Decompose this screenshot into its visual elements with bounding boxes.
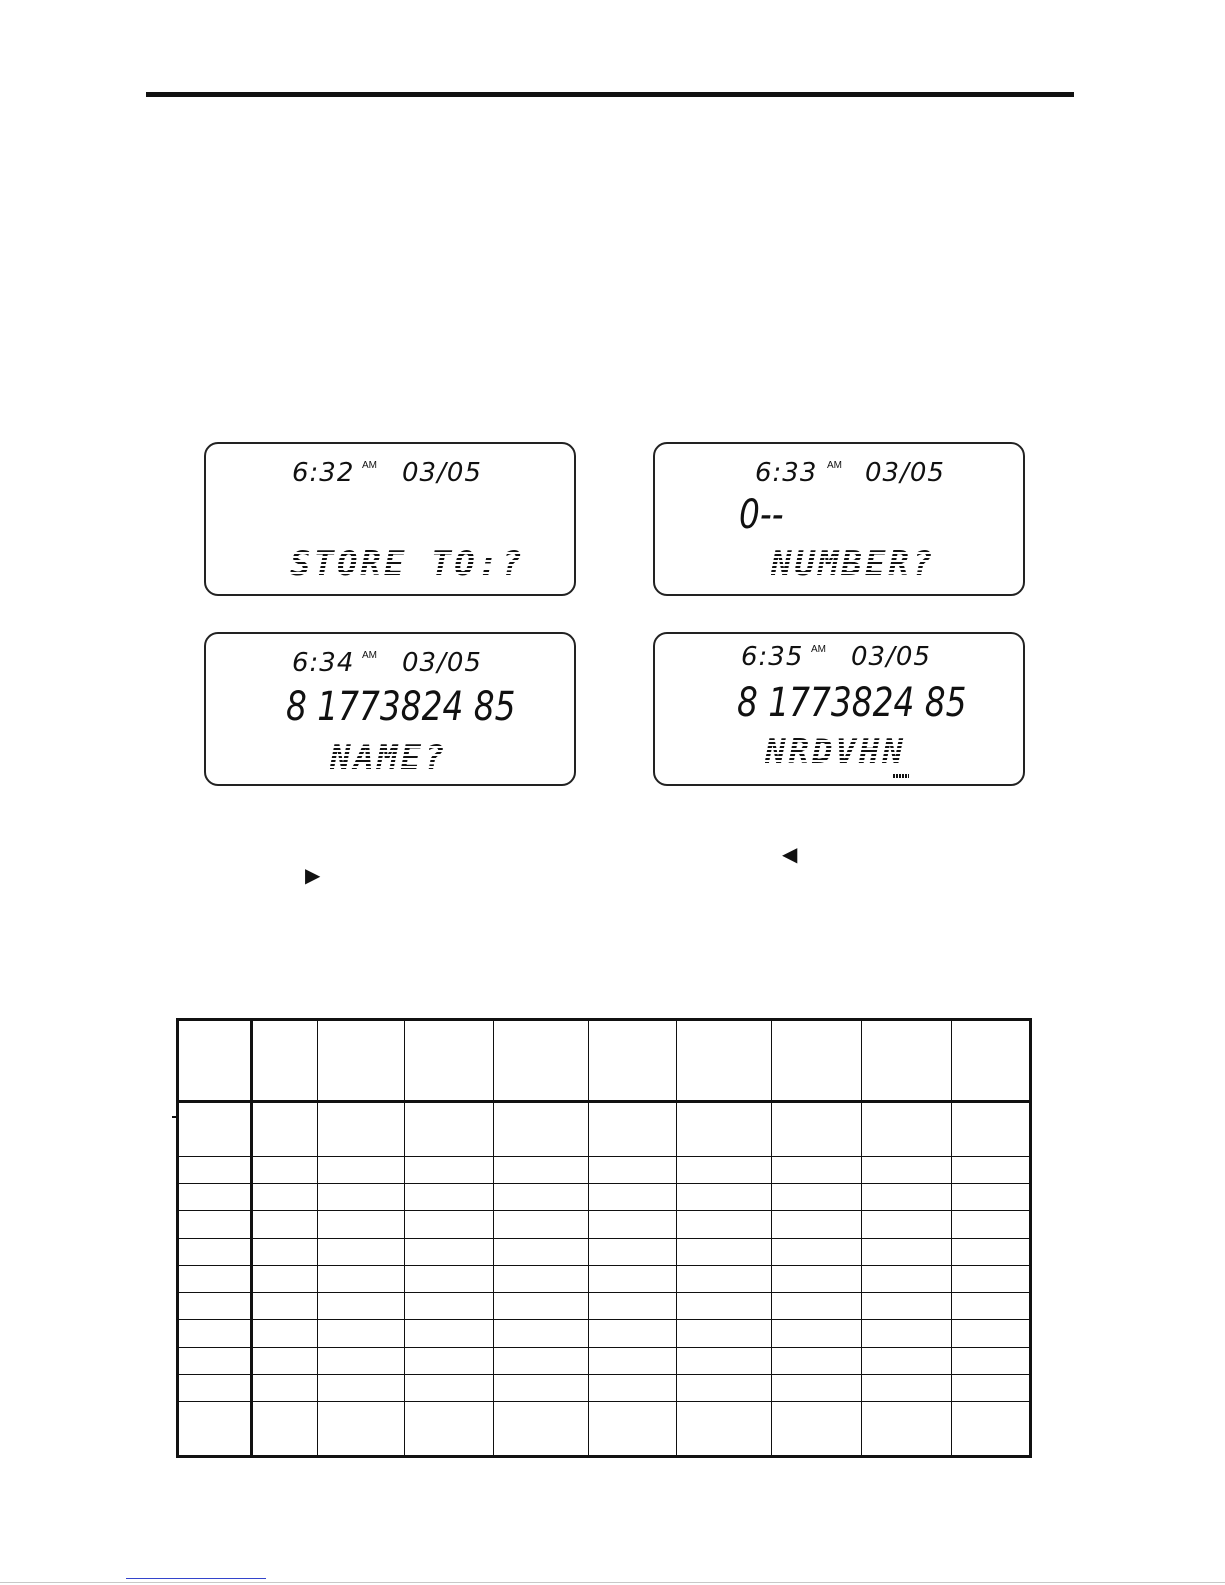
lcd-ampm: AM [811, 644, 826, 655]
table-row [178, 1320, 1031, 1347]
lcd-date: 03/05 [402, 458, 482, 488]
footer-link-underline[interactable] [126, 1578, 266, 1579]
lcd-cursor [893, 774, 909, 778]
lcd-display-4 [653, 632, 1025, 786]
lcd-date: 03/05 [851, 642, 931, 672]
table-row [178, 1375, 1031, 1402]
lcd-display-3 [204, 632, 576, 786]
table-row [178, 1293, 1031, 1320]
lcd-ampm: AM [362, 460, 377, 471]
lcd-prompt: NRDVHN [765, 732, 906, 772]
lcd-date: 03/05 [865, 458, 945, 488]
lcd-time: 6:35 [741, 642, 804, 672]
table-header-row [178, 1020, 1031, 1102]
left-arrow-icon: ◀ [782, 844, 798, 866]
lcd-number: 8 1773824 85 [286, 684, 516, 730]
table-row [178, 1347, 1031, 1374]
lcd-number: 0-- [739, 492, 784, 538]
lcd-prompt: STORE TO:? [290, 544, 525, 584]
lcd-prompt: NUMBER? [771, 544, 936, 584]
table-row [178, 1402, 1031, 1457]
lcd-ampm: AM [827, 460, 842, 471]
top-rule [146, 92, 1074, 97]
entry-grid-table [176, 1018, 1032, 1458]
lcd-display-1 [204, 442, 576, 596]
table-row [178, 1238, 1031, 1265]
table-row [178, 1265, 1031, 1292]
lcd-time: 6:33 [755, 458, 818, 488]
footer-rule [0, 1582, 1225, 1583]
lcd-ampm: AM [362, 650, 377, 661]
table-row [178, 1183, 1031, 1210]
lcd-time: 6:34 [292, 648, 355, 678]
right-arrow-icon: ▶ [305, 865, 321, 887]
table-row [178, 1156, 1031, 1183]
lcd-date: 03/05 [402, 648, 482, 678]
lcd-number: 8 1773824 85 [737, 680, 967, 726]
table-row [178, 1101, 1031, 1156]
lcd-display-2 [653, 442, 1025, 596]
table-row [178, 1211, 1031, 1238]
lcd-time: 6:32 [292, 458, 355, 488]
lcd-prompt: NAME? [330, 738, 448, 778]
